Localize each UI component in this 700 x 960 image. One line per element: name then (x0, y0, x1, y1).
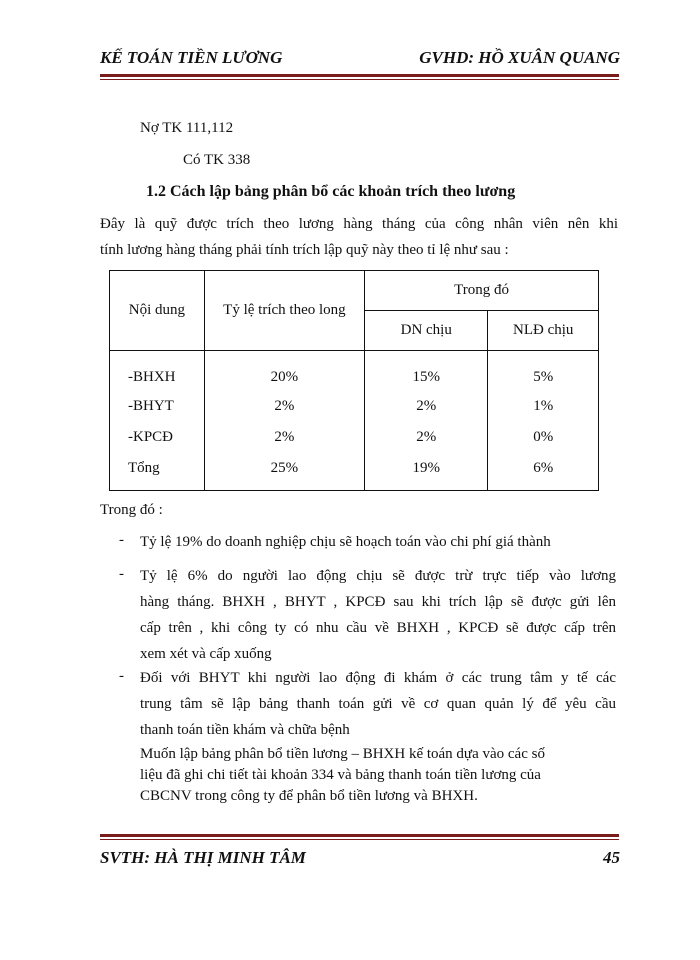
closing-paragraph (140, 744, 616, 807)
closing-line: liệu đã ghi chi tiết tài khoản 334 và bảng thanh toán tiền lương của (140, 767, 541, 783)
header-supervisor: GVHD: HỒ XUÂN QUANG (419, 48, 620, 67)
page-footer (100, 848, 620, 870)
bullet-line: Tỷ lệ 6% do người lao động chịu sẽ được trừ trực tiếp vào lương (140, 568, 616, 584)
row-employer: 15% (365, 351, 488, 392)
section-heading: 1.2 Cách lập bảng phân bổ các khoản trích theo lương (146, 183, 516, 200)
credit-entry: Có TK 338 (183, 152, 251, 168)
closing-line: Muốn lập bảng phân bổ tiền lương – BHXH kế toán dựa vào các số (140, 746, 545, 762)
row-employer: 2% (365, 422, 488, 453)
bullet-line: cấp trên , khi công ty có nhu cầu về BHXH , KPCĐ sẽ được cấp trên (140, 620, 616, 636)
footer-rule (100, 834, 619, 840)
table-row (110, 391, 599, 422)
table-row (110, 453, 599, 491)
row-label: -BHYT (110, 391, 205, 422)
row-rate: 25% (204, 453, 364, 491)
intro-paragraph (100, 211, 618, 263)
bullet-line: thanh toán tiền khám và chữa bệnh (140, 722, 350, 738)
bullet-line: Đối với BHYT khi người lao động đi khám ở các trung tâm y tế các (140, 670, 616, 686)
row-employee: 6% (488, 453, 599, 491)
row-label: Tổng (110, 453, 205, 491)
col-header-employer: DN chịu (365, 311, 488, 351)
row-rate: 2% (204, 391, 364, 422)
col-header-of-which: Trong đó (365, 271, 599, 311)
row-employee: 0% (488, 422, 599, 453)
bullet-line: xem xét và cấp xuống (140, 646, 272, 662)
bullet-line: trung tâm sẽ lập bảng thanh toán gửi về cơ quan quản lý để yêu cầu (140, 696, 616, 712)
intro-line-1: Đây là quỹ được trích theo lương hàng tháng của công nhân viên nên khi (100, 216, 618, 232)
page-header (100, 48, 620, 70)
row-employer: 2% (365, 391, 488, 422)
debit-entry: Nợ TK 111,112 (140, 120, 234, 136)
bullet-marker: - (119, 532, 124, 548)
col-header-rate: Tỷ lệ trích theo long (204, 271, 364, 351)
contribution-table (109, 270, 599, 491)
notes-label: Trong đó : (100, 502, 163, 518)
bullet-3-text (140, 665, 616, 743)
row-label: -BHXH (110, 351, 205, 392)
bullet-marker: - (119, 566, 124, 582)
row-employee: 1% (488, 391, 599, 422)
intro-line-2: tính lương hàng tháng phải tính trích lập quỹ này theo tỉ lệ như sau : (100, 242, 509, 258)
bullet-line: Tỷ lệ 19% do doanh nghiệp chịu sẽ hoạch toán vào chi phí giá thành (140, 534, 551, 550)
row-rate: 20% (204, 351, 364, 392)
footer-author: SVTH: HÀ THỊ MINH TÂM (100, 848, 306, 867)
table-row (110, 422, 599, 453)
bullet-line: hàng tháng. BHXH , BHYT , KPCĐ sau khi trích lập sẽ được gửi lên (140, 594, 616, 610)
header-title: KẾ TOÁN TIỀN LƯƠNG (100, 48, 283, 67)
bullet-2-text (140, 563, 616, 667)
bullet-marker: - (119, 668, 124, 684)
header-rule (100, 74, 619, 80)
row-employee: 5% (488, 351, 599, 392)
row-rate: 2% (204, 422, 364, 453)
row-employer: 19% (365, 453, 488, 491)
closing-line: CBCNV trong công ty để phân bổ tiền lương và BHXH. (140, 788, 478, 804)
col-header-employee: NLĐ chịu (488, 311, 599, 351)
table-row (110, 351, 599, 392)
bullet-1-text (140, 529, 616, 555)
page-number: 45 (603, 848, 620, 867)
col-header-content: Nội dung (110, 271, 205, 351)
row-label: -KPCĐ (110, 422, 205, 453)
